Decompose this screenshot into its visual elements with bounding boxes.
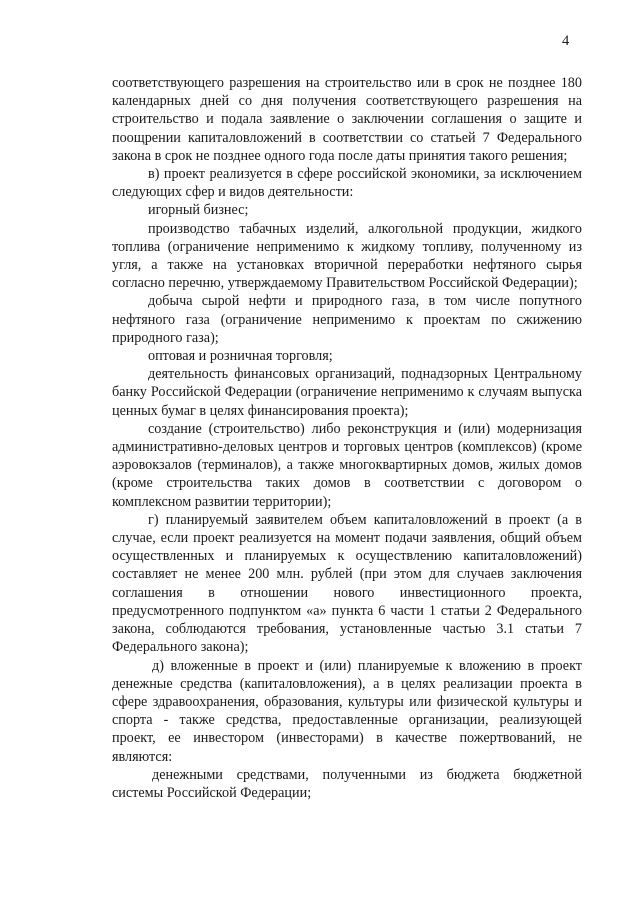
paragraph-tobacco-alcohol-fuel: производство табачных изделий, алкогольной продукции, жидкого топлива (ограничение неприменимо к жидкому топливу, полученному из угля, а также на установках вторичной переработки нефтяного сырья согласно перечню, утверждаемому Правительством Российской Федерации);	[112, 220, 582, 292]
paragraph-continuation: соответствующего разрешения на строительство или в срок не позднее 180 календарных дней со дня получения соответствующего разрешения на строительство и подала заявление о заключении соглашения о защите и поощрении капиталовложений в соответствии со статьей 7 Федерального закона в срок не позднее одного года после даты принятия такого решения;	[112, 75, 582, 164]
page-number: 4	[562, 33, 570, 49]
paragraph-item-v: в) проект реализуется в сфере российской экономики, за исключением следующих сфер и видов деятельности:	[112, 166, 582, 201]
paragraph-trade: оптовая и розничная торговля;	[148, 348, 333, 365]
paragraph-item-d: д) вложенные в проект и (или) планируемые к вложению в проект денежные средства (капиталовложения), а в целях реализации проекта в сфере здравоохранения, образования, культуры или физической культуры и спорта - также средства, предоставленные организации, реализующей проект, ее инвестором (инвесторами) в качестве пожертвований, не являются:	[112, 657, 582, 765]
paragraph-oil-gas: добыча сырой нефти и природного газа, в том числе попутного нефтяного газа (ограничение неприменимо к проектам по сжижению природного газа);	[112, 293, 582, 346]
paragraph-construction: создание (строительство) либо реконструкция и (или) модернизация административно-деловых центров и торговых центров (комплексов) (кроме аэровокзалов (терминалов), а также многоквартирных домов, жилых домов (кроме строительства таких домов в соответствии с договором о комплексном развитии территории);	[112, 420, 582, 510]
document-body	[112, 74, 582, 802]
paragraph-item-g: г) планируемый заявителем объем капиталовложений в проект (а в случае, если проект реализуется на момент подачи заявления, общий объем осуществленных и планируемых к осуществлению капиталовложений) составляет не менее 200 млн. рублей (при этом для случаев заключения соглашения в отношении нового инвестиционного проекта, предусмотренного подпунктом «а» пункта 6 части 1 статьи 2 Федерального закона, соблюдаются требования, установленные частью 3.1 статьи 7 Федерального закона);	[112, 511, 582, 656]
paragraph-gambling: игорный бизнес;	[148, 202, 249, 219]
paragraph-financial: деятельность финансовых организаций, поднадзорных Центральному банку Российской Федерации (ограничение неприменимо к случаям выпуска ценных бумаг в целях финансирования проекта);	[112, 366, 582, 419]
paragraph-budget-funds: денежными средствами, полученными из бюджета бюджетной системы Российской Федерации;	[112, 766, 582, 801]
